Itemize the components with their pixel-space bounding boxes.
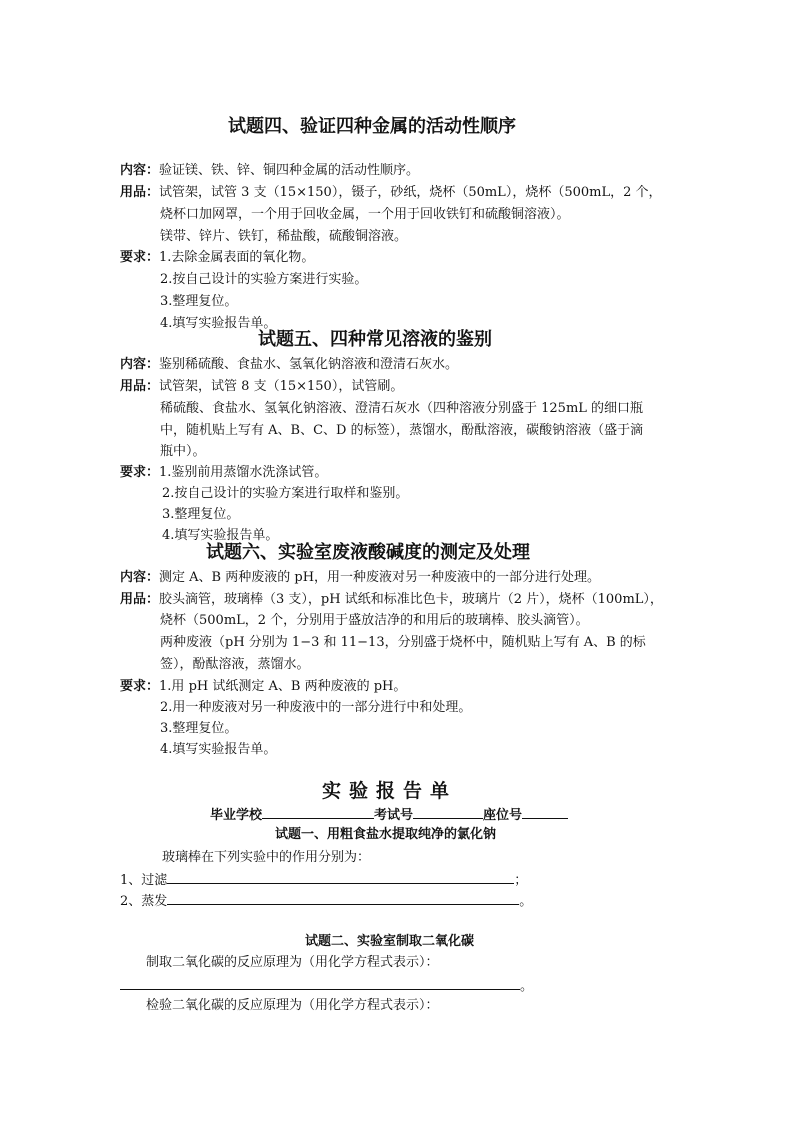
q5-content: 内容：鉴别稀硫酸、食盐水、氢氧化钠溶液和澄清石灰水。 xyxy=(120,357,459,372)
t2-title: 试题二、实验室制取二氧化碳 xyxy=(305,934,475,949)
school-label: 毕业学校 xyxy=(210,808,263,823)
school-field[interactable] xyxy=(262,806,374,819)
t2-make-row: 。 xyxy=(120,977,533,995)
seat-field[interactable] xyxy=(522,806,568,819)
q6-supplies-line4: 签），酚酞溶液，蒸馏水。 xyxy=(160,657,310,672)
q5-req-3: 3.整理复位。 xyxy=(162,507,240,522)
t1-item-evaporate: 2、蒸发 。 xyxy=(120,894,533,909)
exam-no-field[interactable] xyxy=(413,806,483,819)
q6-requirements: 要求：1.用 pH 试纸测定 A、B 两种废液的 pH。 xyxy=(120,679,407,694)
t2-prompt-make: 制取二氧化碳的反应原理为（用化学方程式表示）： xyxy=(146,955,439,970)
exam-no-label: 考试号 xyxy=(374,808,414,823)
q6-content: 内容：测定 A、B 两种废液的 pH，用一种废液对另一种废液中的一部分进行处理。 xyxy=(120,570,601,585)
q6-req-3: 3.整理复位。 xyxy=(160,721,238,736)
q5-supplies-line2: 稀硫酸、食盐水、氢氧化钠溶液、澄清石灰水（四种溶液分别盛于 125mL 的细口瓶 xyxy=(160,401,644,416)
q4-content: 内容：验证镁、铁、锌、铜四种金属的活动性顺序。 xyxy=(120,163,420,178)
q4-requirements: 要求：1.去除金属表面的氧化物。 xyxy=(120,250,315,265)
t2-prompt-test: 检验二氧化碳的反应原理为（用化学方程式表示）： xyxy=(146,998,439,1013)
q5-title: 试题五、四种常见溶液的鉴别 xyxy=(258,329,492,350)
q4-req-3: 3.整理复位。 xyxy=(160,294,238,309)
q5-supplies: 用品：试管架，试管 8 支（15×150），试管刷。 xyxy=(120,379,404,394)
make-co2-equation-field[interactable] xyxy=(120,977,520,990)
q5-supplies-line3: 中，随机贴上写有 A、B、C、D 的标签），蒸馏水，酚酞溶液，碳酸钠溶液（盛于滴 xyxy=(160,423,644,438)
filter-answer-field[interactable] xyxy=(167,871,514,884)
report-id-row xyxy=(210,806,568,824)
t1-item-filter: 1、过滤 ； xyxy=(120,873,528,888)
q6-req-4: 4.填写实验报告单。 xyxy=(160,742,277,757)
seat-label: 座位号 xyxy=(483,808,523,823)
q4-req-2: 2.按自己设计的实验方案进行实验。 xyxy=(160,272,368,287)
q4-supplies-line3: 镁带、锌片、铁钉，稀盐酸，硫酸铜溶液。 xyxy=(160,229,408,244)
q6-supplies-line3: 两种废液（pH 分别为 1−3 和 11−13，分别盛于烧杯中，随机贴上写有 A、B 的标 xyxy=(160,635,646,650)
q6-supplies: 用品：胶头滴管，玻璃棒（3 支），pH 试纸和标准比色卡，玻璃片（2 片），烧杯（100mL）， xyxy=(120,592,663,607)
q4-req-4: 4.填写实验报告单。 xyxy=(160,316,277,331)
q6-req-2: 2.用一种废液对另一种废液中的一部分进行中和处理。 xyxy=(160,700,472,715)
q5-req-4: 4.填写实验报告单。 xyxy=(162,528,279,543)
q5-requirements: 要求：1.鉴别前用蒸馏水洗涤试管。 xyxy=(120,465,328,480)
q4-supplies: 用品：试管架，试管 3 支（15×150），镊子，砂纸，烧杯（50mL），烧杯（500mL，2 个， xyxy=(120,185,662,200)
q4-title: 试题四、验证四种金属的活动性顺序 xyxy=(228,116,516,137)
t1-title: 试题一、用粗食盐水提取纯净的氯化钠 xyxy=(275,827,497,842)
q5-supplies-line4: 瓶中）。 xyxy=(160,444,206,459)
t1-prompt: 玻璃棒在下列实验中的作用分别为： xyxy=(162,850,371,865)
report-title: 实验报告单 xyxy=(322,780,458,802)
q4-supplies-line2: 烧杯口加网罩，一个用于回收金属，一个用于回收铁钉和硫酸铜溶液）。 xyxy=(160,207,570,222)
q6-supplies-line2: 烧杯（500mL，2 个，分别用于盛放洁净的和用后的玻璃棒、胶头滴管）。 xyxy=(160,613,589,628)
q5-req-2: 2.按自己设计的实验方案进行取样和鉴别。 xyxy=(162,486,409,501)
evaporate-answer-field[interactable] xyxy=(167,892,519,905)
q6-title: 试题六、实验室废液酸碱度的测定及处理 xyxy=(206,542,530,563)
